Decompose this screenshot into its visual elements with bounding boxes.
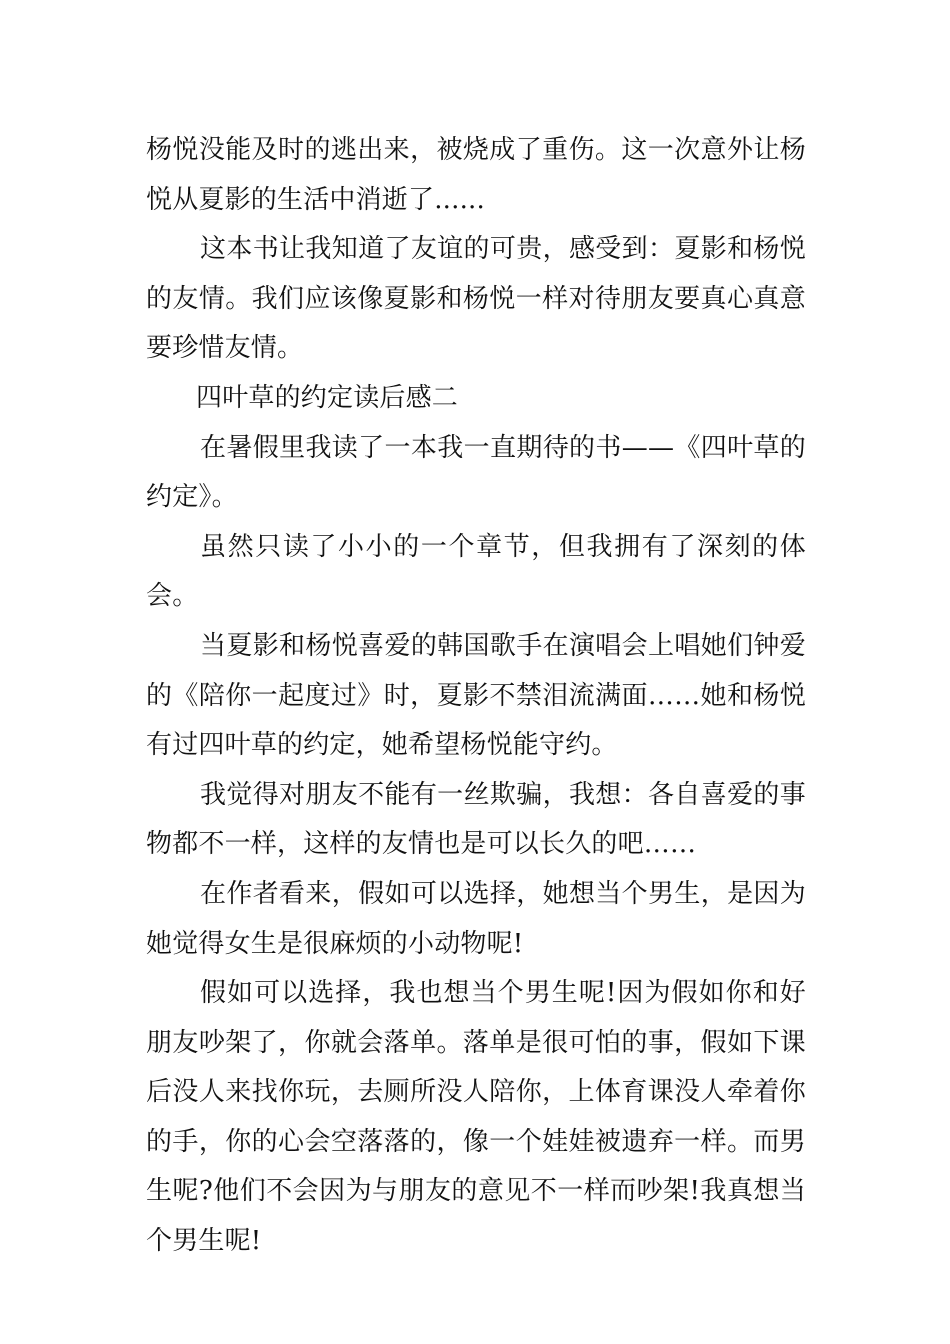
section-heading: 四叶草的约定读后感二 <box>196 382 459 413</box>
paragraph-wish-boy: 假如可以选择，我也想当个男生呢!因为假如你和好朋友吵架了，你就会落单。落单是很可怕的事，假如下课后没人来找你玩，去厕所没人陪你，上体育课没人牵着你的手，你的心会空落落的，像一个娃娃被遗弃一样。而男生呢?他们不会因为与朋友的意见不一样而吵架!我真想当个男生呢! <box>146 978 806 1257</box>
paragraph-continuation: 杨悦没能及时的逃出来，被烧成了重伤。这一次意外让杨悦从夏影的生活中消逝了...... <box>146 135 806 215</box>
paragraph-author-view: 在作者看来，假如可以选择，她想当个男生，是因为她觉得女生是很麻烦的小动物呢! <box>146 878 806 959</box>
paragraph-no-deception: 我觉得对朋友不能有一丝欺骗，我想：各自喜爱的事物都不一样，这样的友情也是可以长久的吧…… <box>146 779 806 860</box>
paragraph-summer-reading: 在暑假里我读了一本我一直期待的书——《四叶草的约定》。 <box>146 432 806 513</box>
document-body <box>146 126 806 1267</box>
paragraph-concert-scene: 当夏影和杨悦喜爱的韩国歌手在演唱会上唱她们钟爱的《陪你一起度过》时，夏影不禁泪流满面……她和杨悦有过四叶草的约定，她希望杨悦能守约。 <box>146 630 806 761</box>
paragraph-friendship-reflection: 这本书让我知道了友谊的可贵，感受到：夏影和杨悦的友情。我们应该像夏影和杨悦一样对待朋友要真心真意要珍惜友情。 <box>146 234 806 364</box>
paragraph-chapter-insight: 虽然只读了小小的一个章节，但我拥有了深刻的体会。 <box>146 531 806 612</box>
